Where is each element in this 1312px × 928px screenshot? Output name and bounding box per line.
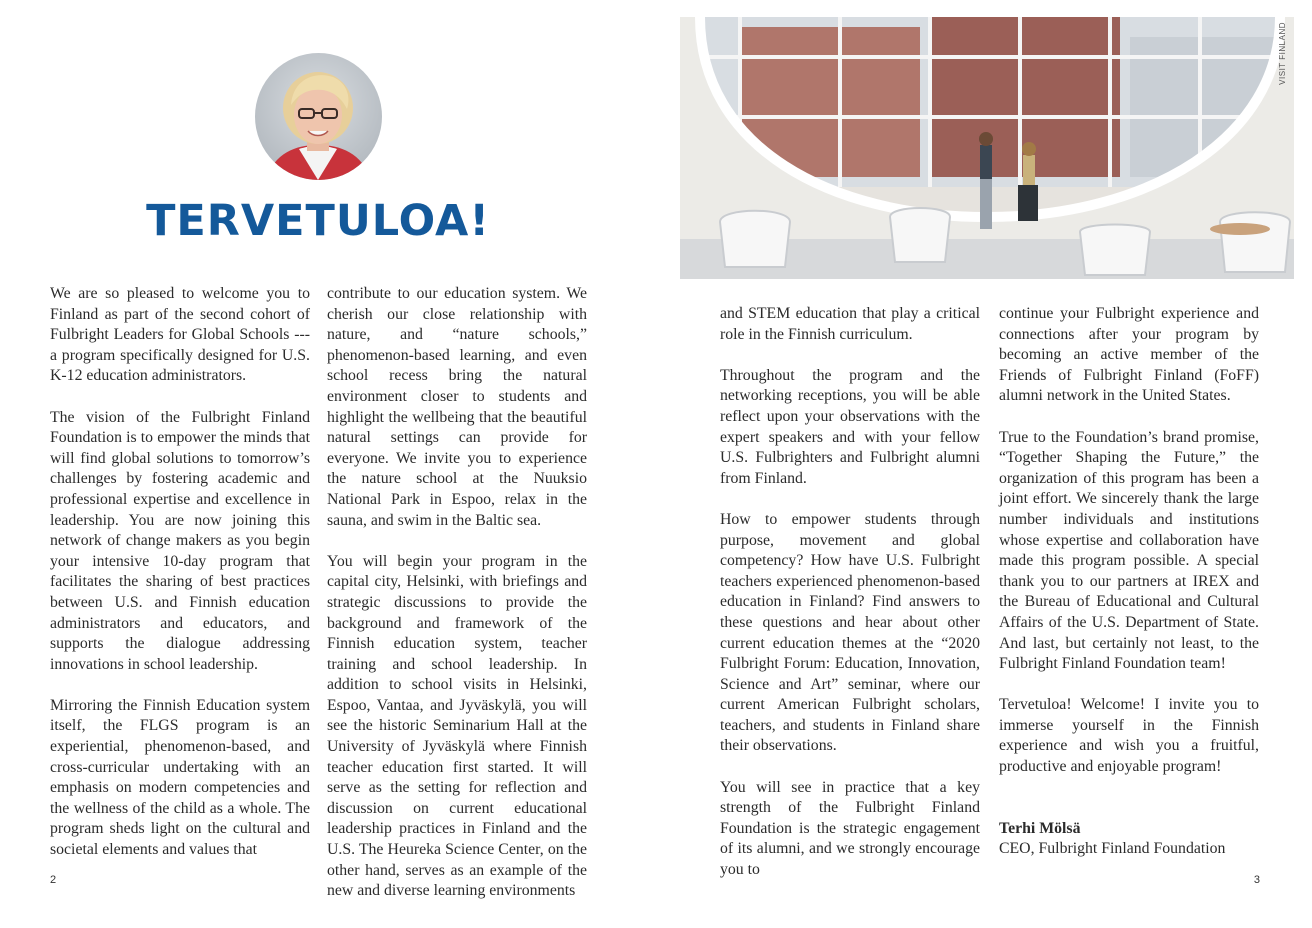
text-column-1 <box>50 284 310 861</box>
signature-title: CEO, Fulbright Finland Foundation <box>999 840 1226 858</box>
portrait-photo <box>255 53 382 180</box>
paragraph: and STEM education that play a critical role in the Finnish curriculum. <box>720 305 980 343</box>
page-number: 3 <box>1253 874 1260 886</box>
paragraph: You will begin your program in the capital city, Helsinki, with briefings and strategic discussions to provide the background and framework of the Finnish education system, teacher training and school leadership. In addition to school visits in Helsinki, Espoo, Vantaa, and Jyväskylä, you will see the historic Seminarium Hall at the University of Jyväskylä where Finnish teacher education first started. It will serve as the setting for reflection and discussion on current educational leadership practices in Finland and the U.S. The Heureka Science Center, on the other hand, serves as an example of the new and diverse learning environments <box>327 552 587 900</box>
signature <box>999 819 1259 860</box>
paragraph: How to empower students through purpose, movement and global competency? How have U.S. Fulbright teachers experienced phenomenon-based education in Finland? Find answers to these questions and hear about other current education themes at the “2020 Fulbright Forum: Education, Innovation, Science and Art” seminar, where our current American Fulbright scholars, teachers, and students in Finland share their observations. <box>720 510 980 755</box>
text-column-3 <box>720 304 980 881</box>
paragraph: We are so pleased to welcome you to Finland as part of the second cohort of Fulbright Leaders for Global Schools --- a program specifically designed for U.S. K-12 education administrators. <box>50 285 310 385</box>
paragraph: Tervetuloa! Welcome! I invite you to immerse yourself in the Finnish experience and wish you a fruitful, productive and enjoyable program! <box>999 696 1259 776</box>
signature-name: Terhi Mölsä <box>999 819 1081 837</box>
library-photo <box>680 17 1294 279</box>
paragraph: The vision of the Fulbright Finland Foundation is to empower the minds that will find global solutions to tomorrow’s challenges by fostering academic and professional expertise and excellence in leadership. You are now joining this network of change makers as you begin your intensive 10-day program that facilitates the sharing of best practices between U.S. and Finnish education administrators and educators, and supports the dialogue addressing innovations in school leadership. <box>50 408 310 673</box>
text-column-4 <box>999 304 1259 860</box>
right-page <box>656 0 1312 928</box>
paragraph: continue your Fulbright experience and connections after your program by becoming an active member of the Friends of Fulbright Finland (FoFF) alumni network in the United States. <box>999 305 1259 405</box>
photo-credit: VISIT FINLAND <box>1278 22 1287 85</box>
page-heading: TERVETULOA! <box>146 196 490 246</box>
paragraph: You will see in practice that a key strength of the Fulbright Finland Foundation is the strategic engagement of its alumni, and we strongly encourage you to <box>720 778 980 879</box>
paragraph: Mirroring the Finnish Education system itself, the FLGS program is an experiential, phenomenon-based, and cross-curricular undertaking with an emphasis on modern competencies and the wellness of the child as a whole. The program sheds light on the cultural and societal elements and values that <box>50 696 310 859</box>
page-number: 2 <box>50 874 57 886</box>
paragraph: Throughout the program and the networking receptions, you will be able reflect upon your observations with the expert speakers and with your fellow U.S. Fulbrighters and Fulbright alumni from Finland. <box>720 366 980 487</box>
text-column-2 <box>327 284 587 902</box>
paragraph: True to the Foundation’s brand promise, “Together Shaping the Future,” the organization of this program has been a joint effort. We sincerely thank the large number individuals and institutions whose expertise and collaboration have made this program possible. A special thank you to our partners at IREX and the Bureau of Educational and Cultural Affairs of the U.S. Department of State. And last, but certainly not least, to the Fulbright Finland Foundation team! <box>999 428 1259 673</box>
paragraph: contribute to our education system. We cherish our close relationship with nature, and “nature schools,” phenomenon-based learning, and even school recess bring the natural environment closer to students and highlight the wellbeing that the beautiful natural settings can provide for everyone. We invite you to experience the nature school at the Nuuksio National Park in Espoo, relax in the sauna, and swim in the Baltic sea. <box>327 285 587 529</box>
